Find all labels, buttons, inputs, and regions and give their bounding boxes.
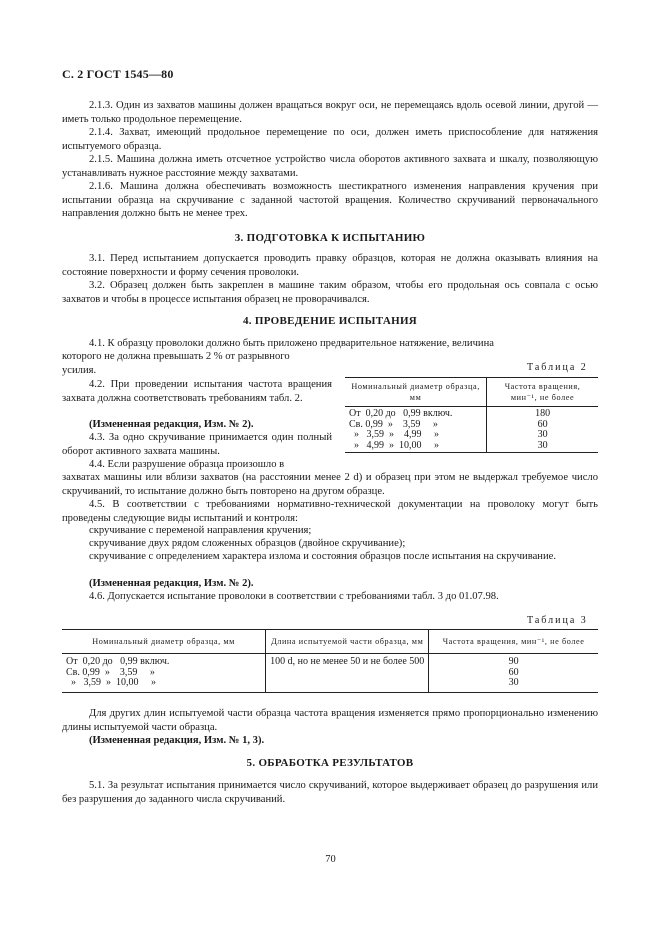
list-item: скручивание двух рядом сложенных образцов (двойное скручивание);	[89, 538, 406, 549]
page-number: 70	[325, 854, 336, 865]
table-row: » 4,99 » 10,00 » 30	[345, 441, 598, 453]
section-5-title: 5. ОБРАБОТКА РЕЗУЛЬТАТОВ	[246, 757, 414, 769]
table-2-caption: Таблица 2	[527, 362, 588, 373]
paragraph-after-table-3: Для других длин испытуемой части образца частота вращения изменяется прямо пропорционально изменению длины испытуемой части образца.	[62, 708, 598, 733]
paragraph-4-5: 4.5. В соответствии с требованиями нормативно-технической документации на проволоку могут быть проведены следующие виды испытаний и контроля:	[62, 499, 598, 524]
paragraph-5-1: 5.1. За результат испытания принимается число скручиваний, которое выдерживает образец до разрушения или без разрушения до заданного числа скручиваний.	[62, 780, 598, 805]
table-3-caption: Таблица 3	[527, 615, 588, 626]
paragraph-4-6: 4.6. Допускается испытание проволоки в соответствии с требованиями табл. 3 до 01.07.98.	[89, 591, 499, 602]
edit-note-2: (Измененная редакция, Изм. № 2).	[89, 578, 254, 589]
paragraph-4-4: 4.4. Если разрушение образца произошло в	[89, 459, 285, 470]
section-3-title: 3. ПОДГОТОВКА К ИСПЫТАНИЮ	[234, 232, 426, 244]
table-row: » 3,59 » 10,00 » 30	[62, 678, 598, 692]
paragraph-2-1-6: 2.1.6. Машина должна обеспечивать возможность шестикратного изменения направления кручения при испытании образца на скручивание с заданной частотой вращения. Количество скручиваний первоначального направления должно быть не менее трех.	[62, 181, 598, 219]
table-row: Св. 0,99 » 3,59 » 60	[345, 420, 598, 431]
list-item: скручивание с переменой направления кручения;	[89, 525, 312, 536]
table-3-header-diameter: Номинальный диаметр образца, мм	[62, 630, 266, 654]
edit-note-3: (Измененная редакция, Изм. № 1, 3).	[89, 735, 265, 746]
paragraph-3-2: 3.2. Образец должен быть закреплен в машине таким образом, чтобы его продольная ось совпала с осью захватов и чтобы в процессе испытания образец не проворачивался.	[62, 280, 598, 305]
table-row: От 0,20 до 0,99 включ. 100 d, но не менее 50 и не более 500 90	[62, 654, 598, 668]
edit-note-1: (Измененная редакция, Изм. № 2).	[89, 419, 254, 430]
paragraph-3-1: 3.1. Перед испытанием допускается проводить правку образцов, которая не должна оказывать влияния на состояние поверхности и форму сечения проволоки.	[62, 253, 598, 278]
table-2	[345, 377, 598, 453]
paragraph-4-1-cont: которого не должна превышать 2 % от разрывного	[62, 351, 290, 362]
page-header: С. 2 ГОСТ 1545—80	[62, 67, 174, 81]
table-3-header-frequency: Частота вращения, мин⁻¹, не более	[429, 630, 598, 654]
paragraph-2-1-4: 2.1.4. Захват, имеющий продольное перемещение по оси, должен иметь приспособление для натяжения испытуемого образца.	[62, 127, 598, 152]
table-3-header-length: Длина испытуемой части образца, мм	[266, 630, 429, 654]
paragraph-4-1-end: усилия.	[62, 365, 97, 376]
list-item: скручивание с определением характера излома и состояния образцов после испытания на скручивание.	[89, 551, 556, 562]
table-3	[62, 629, 598, 693]
table-row: Св. 0,99 » 3,59 » 60	[62, 668, 598, 679]
section-4-title: 4. ПРОВЕДЕНИЕ ИСПЫТАНИЯ	[242, 315, 418, 327]
table-2-header-diameter: Номинальный диаметр образца, мм	[345, 378, 487, 407]
table-row: » 3,59 » 4,99 » 30	[345, 430, 598, 441]
table-row: От 0,20 до 0,99 включ. 180	[345, 407, 598, 420]
paragraph-4-1: 4.1. К образцу проволоки должно быть приложено предварительное натяжение, величина	[89, 338, 494, 349]
table-2-header-frequency: Частота вращения, мин⁻¹, не более	[487, 378, 598, 407]
paragraph-2-1-3: 2.1.3. Один из захватов машины должен вращаться вокруг оси, не перемещаясь вдоль осевой линии, другой — иметь только продольное перемещение.	[62, 100, 598, 125]
paragraph-4-2: 4.2. При проведении испытания частота вращения захвата должна соответствовать требованиям табл. 2.	[62, 379, 332, 404]
paragraph-4-3: 4.3. За одно скручивание принимается один полный оборот активного захвата машины.	[62, 432, 332, 457]
paragraph-2-1-5: 2.1.5. Машина должна иметь отсчетное устройство числа оборотов активного захвата и шкалу, позволяющую устанавливать нужное расстояние между захватами.	[62, 154, 598, 179]
paragraph-4-4-cont: захватах машины или вблизи захватов (на расстоянии менее 2 d) и образец при этом не выдержал требуемое число скручиваний, то испытание должно быть повторено на другом образце.	[62, 472, 598, 497]
